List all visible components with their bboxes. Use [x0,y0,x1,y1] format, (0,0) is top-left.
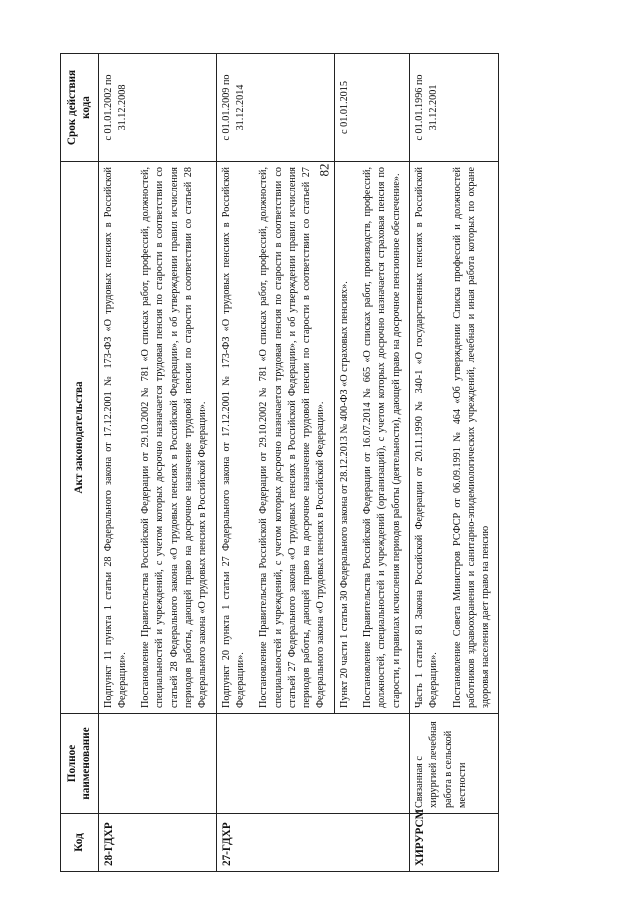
header-full-name: Полное наименование [61,714,99,814]
row-full-name: Связанная с хирургией лечебная работа в сельской местности [409,714,498,814]
act-paragraph: Постановление Правительства Российской Федерации от 29.10.2002 № 781 «О списках работ, профессий, должностей, специальностей и учреждений, с учетом которых досрочно назначается трудовая пенсия по старости в соответствии со статьей 28 Федерального закона «О трудовых пенсиях в Российской Федерации», и об утверждении правил исчисления периодов работы, дающей право на досрочное назначение трудовой пенсии по старости в соответствии со статьей 28 Федерального закона «О трудовых пенсиях в Российской Федерации». [140,167,209,708]
act-paragraph: Часть 1 статьи 81 Закона Российской Федерации от 20.11.1990 № 340-1 «О государственных пенсиях в Российской Федерации». [413,167,440,708]
act-paragraph: Подпункт 20 пункта 1 статьи 27 Федерального закона от 17.12.2001 № 173-ФЗ «О трудовых пенсиях в Российской Федерации». [220,167,246,708]
codes-table [60,53,499,872]
act-paragraph: Постановление Правительства Российской Федерации от 29.10.2002 № 781 «О списках работ, профессий, должностей, специальностей и учреждений, с учетом которых досрочно назначается трудовая пенсия по старости в соответствии со статьей 27 Федерального закона «О трудовых пенсиях в Российской Федерации», и об утверждении правил исчисления периодов работы, дающей право на досрочное назначение трудовой пенсии по старости в соответствии со статьей 27 Федерального закона «О трудовых пенсиях в Российской Федерации». [258,167,327,708]
row-code: ХИРУРСМ [409,814,498,872]
act-paragraph: Подпункт 11 пункта 1 статьи 28 Федерального закона от 17.12.2001 № 173-ФЗ «О трудовых пенсиях в Российской Федерации». [102,167,128,708]
act-paragraph: Пункт 20 части 1 статьи 30 Федерального закона от 28.12.2013 № 400-ФЗ «О страховых пенсиях». [338,281,350,708]
table-row [98,54,216,872]
row-acts [216,162,334,714]
row-full-name [216,714,409,814]
row-period: с 01.01.1996 по 31.12.2001 [409,54,498,162]
row-full-name [98,714,216,814]
row-period: с 01.01.2009 по 31.12.2014 [216,54,334,162]
row-acts [334,162,409,714]
act-paragraph: Постановление Совета Министров РСФСР от 06.09.1991 № 464 «Об утверждении Списка профессий и должностей работников здравоохранения и санитарно-эпидемиологических учреждений, лечебная и иная работа которых по охране здоровья населения дает право на пенсию [451,167,492,708]
row-code: 28-ГДХР [98,814,216,872]
act-paragraph: Постановление Правительства Российской Федерации от 16.07.2014 № 665 «О списках работ, производств, профессий, должностей, специальностей и учреждений (организаций), с учетом которых досрочно назначается страховая пенсия по старости, и правилах исчисления периодов работы (деятельности), дающей право на досрочное пенсионное обеспечение». [362,167,402,708]
table-header-row [61,54,99,872]
row-code: 27-ГДХР [216,814,409,872]
row-acts [98,162,216,714]
page-number: 82 [316,163,332,177]
table-row [216,54,334,872]
row-period: с 01.01.2002 по 31.12.2008 [98,54,216,162]
rotated-table-container [60,54,576,872]
row-acts [409,162,498,714]
table-row [409,54,498,872]
header-act: Акт законодательства [61,162,99,714]
header-period: Срок действия кода [61,54,99,162]
row-period: с 01.01.2015 [334,54,409,162]
header-code: Код [61,814,99,872]
